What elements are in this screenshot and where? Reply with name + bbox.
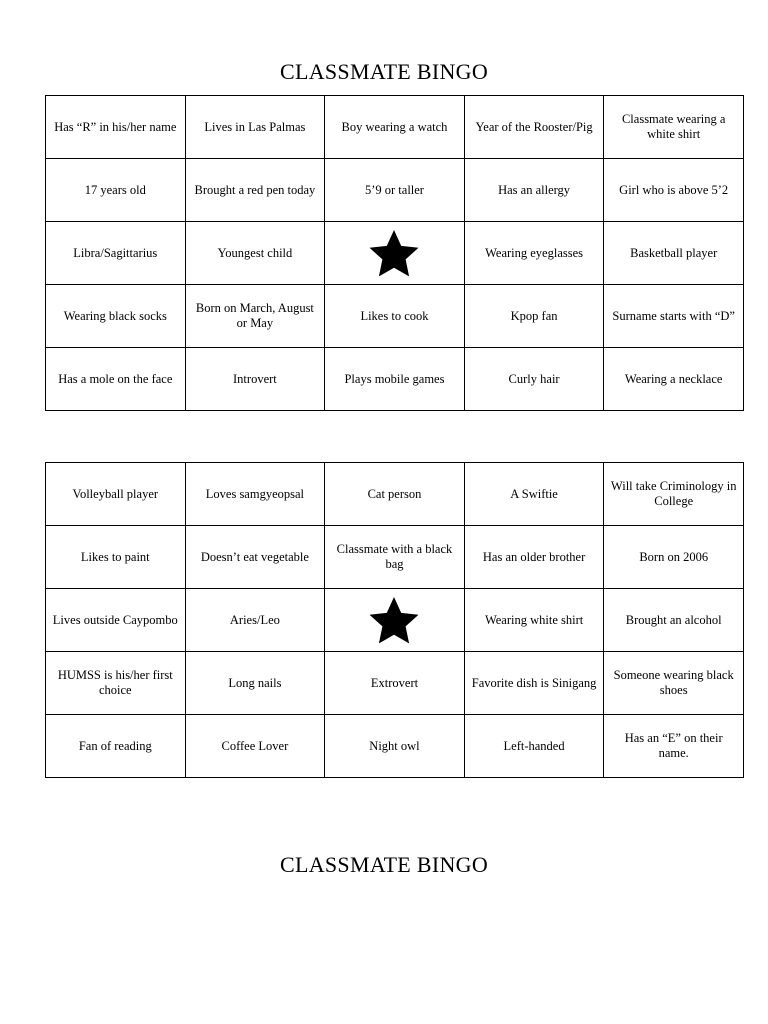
bingo-cell: Will take Criminology in College [604,463,744,526]
bingo-cell: Girl who is above 5’2 [604,159,744,222]
page-title: CLASSMATE BINGO [279,59,489,84]
bingo-cell: Likes to cook [325,285,465,348]
bingo-cell: Has an older brother [464,526,604,589]
bingo-row [46,96,744,159]
bingo-row [46,715,744,778]
star-icon [361,226,427,280]
bingo-cell: Cat person [325,463,465,526]
bingo-cell: Libra/Sagittarius [46,222,186,285]
bingo-card-2 [45,462,744,778]
bingo-cell: Doesn’t eat vegetable [185,526,325,589]
bingo-cell: Lives outside Caypombo [46,589,186,652]
bingo-card-1 [45,95,744,411]
bingo-cell: Plays mobile games [325,348,465,411]
bingo-cell: Classmate wearing a white shirt [604,96,744,159]
bingo-row [46,285,744,348]
star-icon [361,593,427,647]
bingo-cell: Year of the Rooster/Pig [464,96,604,159]
bingo-cell: Born on March, August or May [185,285,325,348]
bingo-cell: Wearing a necklace [604,348,744,411]
bingo-cell: A Swiftie [464,463,604,526]
bingo-cell: Fan of reading [46,715,186,778]
bingo-cell: Extrovert [325,652,465,715]
free-space-cell [325,222,465,285]
bingo-cell: Someone wearing black shoes [604,652,744,715]
bingo-cell: Wearing eyeglasses [464,222,604,285]
bingo-cell: Introvert [185,348,325,411]
bingo-cell: Aries/Leo [185,589,325,652]
bingo-cell: Loves samgyeopsal [185,463,325,526]
bingo-cell: Brought a red pen today [185,159,325,222]
bingo-cell: Classmate with a black bag [325,526,465,589]
bingo-cell: Likes to paint [46,526,186,589]
bingo-cell: Wearing white shirt [464,589,604,652]
bingo-cell: HUMSS is his/her first choice [46,652,186,715]
bingo-cell: Born on 2006 [604,526,744,589]
bingo-cell: Night owl [325,715,465,778]
bingo-cell: Has an “E” on their name. [604,715,744,778]
bingo-cell: Wearing black socks [46,285,186,348]
bingo-row [46,222,744,285]
bingo-cell: Basketball player [604,222,744,285]
bingo-cell: 17 years old [46,159,186,222]
free-space-cell [325,589,465,652]
bingo-cell: Left-handed [464,715,604,778]
bingo-cell: Has “R” in his/her name [46,96,186,159]
bingo-cell: Volleyball player [46,463,186,526]
bingo-cell: Has a mole on the face [46,348,186,411]
bingo-cell: Has an allergy [464,159,604,222]
bingo-row [46,526,744,589]
bingo-row [46,159,744,222]
bingo-row [46,463,744,526]
bingo-row [46,652,744,715]
bingo-cell: Kpop fan [464,285,604,348]
bingo-cell: Curly hair [464,348,604,411]
bingo-cell: Youngest child [185,222,325,285]
bingo-cell: Lives in Las Palmas [185,96,325,159]
bingo-cell: Favorite dish is Sinigang [464,652,604,715]
bingo-cell: Long nails [185,652,325,715]
bingo-cell: Surname starts with “D” [604,285,744,348]
bingo-cell: 5’9 or taller [325,159,465,222]
bingo-cell: Coffee Lover [185,715,325,778]
bingo-row [46,589,744,652]
bingo-row [46,348,744,411]
bingo-cell: Brought an alcohol [604,589,744,652]
bingo-cell: Boy wearing a watch [325,96,465,159]
page-title: CLASSMATE BINGO [279,852,489,877]
